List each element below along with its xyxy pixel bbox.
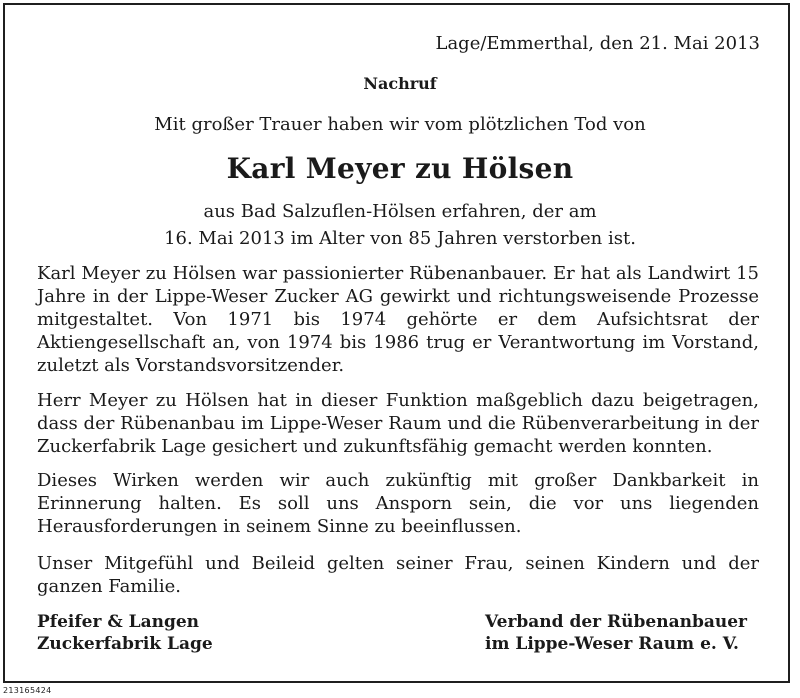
origin-line-1: aus Bad Salzuflen-Hölsen erfahren, der am (203, 201, 597, 222)
body-paragraph-4: Unser Mitgefühl und Beileid gelten seiner Frau, seinen Kindern und der ganzen Familie. (37, 553, 759, 597)
signatory-left-line-1: Pfeifer & Langen (37, 612, 200, 632)
signatory-right-line-1: Verband der Rübenanbauer (485, 612, 748, 632)
place-date: Lage/Emmerthal, den 21. Mai 2013 (435, 33, 760, 54)
notice-heading: Nachruf (363, 74, 437, 93)
body-paragraph-1: Karl Meyer zu Hölsen war passionierter Rübenanbauer. Er hat als Landwirt 15 Jahre in der Lippe-Weser Zucker AG gewirkt und richtungsweisende Prozesse mitgestaltet. Von 1971 bis 1974 gehörte er dem Aufsichtsrat der Aktiengesellschaft an, von 1974 bis 1986 trug er Verantwortung im Vorstand, zuletzt als Vorstandsvorsitzender. (37, 263, 759, 376)
body-paragraph-3: Dieses Wirken werden wir auch zukünftig mit großer Dankbarkeit in Erinnerung halten. Es soll uns Ansporn sein, die vor uns liegenden Herausforderungen in seinem Sinne zu beeinflussen. (37, 470, 759, 537)
signatory-right (485, 611, 747, 655)
body-paragraph-2: Herr Meyer zu Hölsen hat in dieser Funktion maßgeblich dazu beigetragen, dass der Rübenanbau im Lippe-Weser Raum und die Rübenverarbeitung in der Zuckerfabrik Lage gesichert und zukunftsfähig gemacht werden konnten. (37, 390, 759, 457)
origin-line-2: 16. Mai 2013 im Alter von 85 Jahren verstorben ist. (164, 228, 636, 249)
signatory-left (37, 611, 213, 655)
deceased-name: Karl Meyer zu Hölsen (226, 152, 574, 185)
intro-line: Mit großer Trauer haben wir vom plötzlichen Tod von (154, 114, 646, 135)
signatory-left-line-2: Zuckerfabrik Lage (37, 634, 213, 654)
signatory-right-line-2: im Lippe-Weser Raum e. V. (485, 634, 739, 654)
ad-code: 213165424 (3, 686, 52, 695)
